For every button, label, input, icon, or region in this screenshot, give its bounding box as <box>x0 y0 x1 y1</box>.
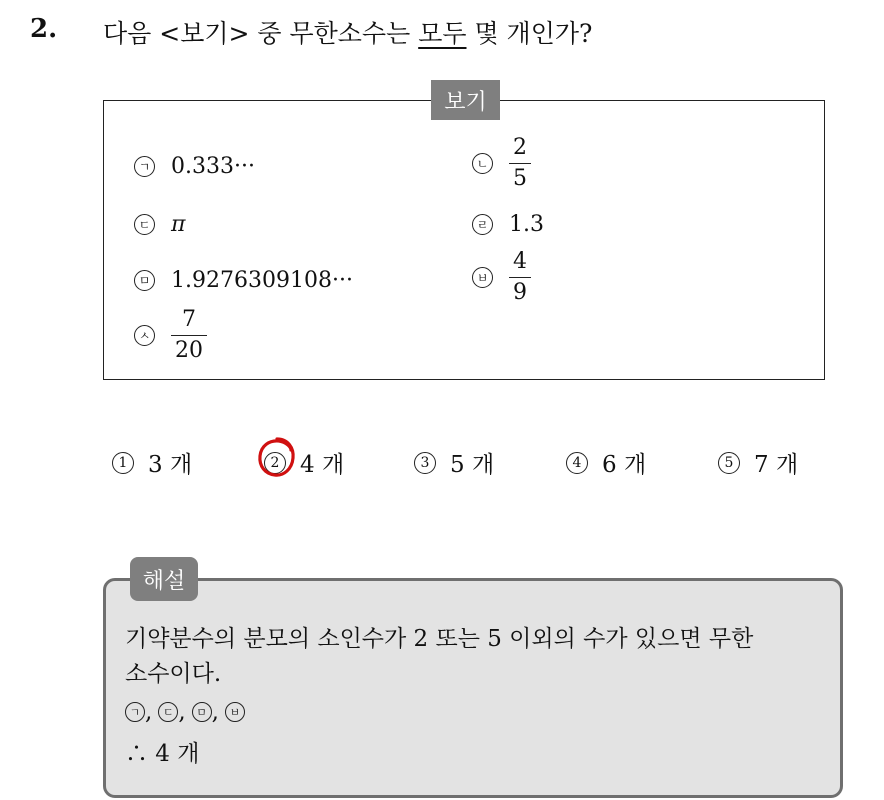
question-text-post: 몇 개인가? <box>466 19 593 48</box>
solution-conclusion: ∴ 4 개 <box>125 741 200 767</box>
choice-1[interactable] <box>112 446 192 479</box>
choice-number: 2 <box>264 452 286 474</box>
fraction-numerator: 7 <box>182 307 196 332</box>
choice-number: 4 <box>566 452 588 474</box>
choice-number: 1 <box>112 452 134 474</box>
choice-4[interactable] <box>566 446 646 479</box>
example-item-marker: ㅅ <box>134 325 155 346</box>
question-number: 2. <box>30 14 58 44</box>
example-item-value: 1.3 <box>509 212 544 237</box>
example-item-value: π <box>171 212 186 237</box>
example-item-marker: ㅁ <box>134 270 155 291</box>
example-box-title: 보기 <box>431 80 500 120</box>
fraction-numerator: 2 <box>513 135 527 160</box>
fraction-denominator: 20 <box>171 335 207 362</box>
choice-number: 5 <box>718 452 740 474</box>
fraction-numerator: 4 <box>513 249 527 274</box>
solution-title: 해설 <box>130 557 198 601</box>
question-text-pre: 다음 <보기> 중 무한소수는 <box>103 19 419 48</box>
example-item-marker: ㄷ <box>134 214 155 235</box>
solution-marker: ㅂ <box>225 702 245 722</box>
choice-number: 3 <box>414 452 436 474</box>
question-text <box>103 14 592 50</box>
example-item-1 <box>134 154 255 179</box>
solution-line-2: 소수이다. <box>125 661 222 687</box>
choice-label: 4 개 <box>300 452 345 478</box>
example-item-marker: ㅂ <box>472 267 493 288</box>
example-item-value: 1.9276309108··· <box>171 268 353 293</box>
solution-marker: ㅁ <box>192 702 212 722</box>
example-item-7 <box>134 309 207 362</box>
solution-line-1: 기약분수의 분모의 소인수가 2 또는 5 이외의 수가 있으면 무한 <box>125 626 754 652</box>
choice-5[interactable] <box>718 446 798 479</box>
example-item-fraction <box>171 309 207 362</box>
example-item-fraction <box>509 137 531 190</box>
question-text-underlined: 모두 <box>418 19 467 48</box>
choice-label: 3 개 <box>148 452 193 478</box>
example-item-value: 0.333··· <box>171 154 255 179</box>
fraction-denominator: 9 <box>509 277 531 304</box>
example-item-marker: ㄴ <box>472 153 493 174</box>
choice-label: 7 개 <box>754 452 799 478</box>
example-box <box>103 100 825 380</box>
fraction-denominator: 5 <box>509 163 531 190</box>
example-item-marker: ㄱ <box>134 156 155 177</box>
example-item-fraction <box>509 251 531 304</box>
example-item-2 <box>472 137 531 190</box>
example-item-3 <box>134 212 185 237</box>
choice-3[interactable] <box>414 446 494 479</box>
solution-markers: ㄱ , ㄷ , ㅁ , ㅂ <box>125 699 245 725</box>
solution-marker: ㄱ <box>125 702 145 722</box>
choice-2[interactable] <box>264 446 344 479</box>
solution-marker: ㄷ <box>158 702 178 722</box>
solution-box <box>103 578 843 798</box>
choice-label: 5 개 <box>450 452 495 478</box>
example-item-5 <box>134 268 353 293</box>
choice-label: 6 개 <box>602 452 647 478</box>
example-item-marker: ㄹ <box>472 214 493 235</box>
example-item-4 <box>472 212 544 237</box>
example-item-6 <box>472 251 531 304</box>
